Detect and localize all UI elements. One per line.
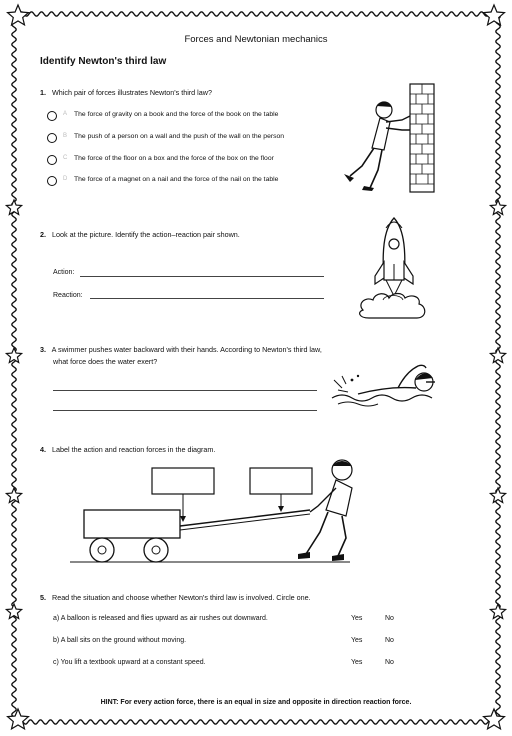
yes-option[interactable]: Yes [351, 659, 363, 666]
action-answer-line[interactable] [80, 276, 324, 277]
option-text: The force of gravity on a book and the force of the book on the table [74, 111, 279, 118]
radio-button[interactable] [47, 155, 57, 165]
question-2 [40, 230, 240, 239]
reaction-label-box[interactable] [250, 468, 312, 494]
swimmer-illustration [328, 358, 448, 408]
option-letter: D [63, 176, 68, 182]
option-text: The force of the floor on a box and the force of the box on the floor [74, 155, 274, 162]
question-3-line-2: what force does the water exert? [53, 357, 158, 366]
situation-a-text: a) A balloon is released and flies upward as air rushes out downward. [53, 615, 268, 622]
star-icon [484, 709, 505, 729]
question-number: 5. [40, 593, 46, 602]
hint-text: HINT: For every action force, there is an equal in size and opposite in direction reaction force. [100, 699, 412, 706]
star-icon [8, 5, 29, 25]
question-number: 1. [40, 88, 46, 97]
question-number: 3. [40, 345, 46, 354]
no-option[interactable]: No [385, 637, 394, 644]
question-text: A swimmer pushes water backward with their hands. According to Newton's third law, [51, 345, 322, 354]
situation-c-text: c) You lift a textbook upward at a constant speed. [53, 659, 206, 666]
page-header-title: Forces and Newtonian mechanics [184, 34, 328, 45]
option-letter: A [63, 111, 68, 117]
option-text: The push of a person on a wall and the push of the wall on the person [74, 133, 285, 140]
action-label: Action: [53, 269, 75, 276]
star-icon [490, 604, 505, 618]
wagon-pull-diagram [70, 458, 370, 576]
person-pushing-wall-illustration [332, 80, 442, 195]
answer-line-1[interactable] [53, 390, 317, 391]
radio-button[interactable] [47, 176, 57, 186]
question-3-line-1 [40, 345, 322, 354]
question-text: Label the action and reaction forces in the diagram. [52, 445, 216, 454]
star-icon [484, 5, 505, 25]
question-4 [40, 445, 215, 454]
star-icon [490, 488, 505, 502]
reaction-answer-line[interactable] [90, 298, 324, 299]
no-option[interactable]: No [385, 659, 394, 666]
action-label-box[interactable] [152, 468, 214, 494]
question-text: Read the situation and choose whether Newton's third law is involved. Circle one. [52, 593, 311, 602]
star-icon [490, 200, 505, 214]
star-icon [6, 604, 21, 618]
question-5 [40, 593, 311, 602]
radio-button[interactable] [47, 111, 57, 121]
star-icon [8, 709, 29, 729]
section-title: Identify Newton's third law [40, 56, 167, 67]
yes-option[interactable]: Yes [351, 615, 363, 622]
question-text: Look at the picture. Identify the action–reaction pair shown. [52, 230, 240, 239]
radio-button[interactable] [47, 133, 57, 143]
star-icon [6, 348, 21, 362]
star-icon [490, 348, 505, 362]
option-letter: C [63, 155, 68, 161]
no-option[interactable]: No [385, 615, 394, 622]
question-number: 2. [40, 230, 46, 239]
yes-option[interactable]: Yes [351, 637, 363, 644]
situation-b-text: b) A ball sits on the ground without moving. [53, 637, 187, 644]
star-icon [6, 488, 21, 502]
option-letter: B [63, 133, 68, 139]
question-text: Which pair of forces illustrates Newton's third law? [52, 88, 212, 97]
reaction-label: Reaction: [53, 292, 83, 299]
rocket-illustration [355, 214, 433, 324]
answer-line-2[interactable] [53, 410, 317, 411]
star-icon [6, 200, 21, 214]
question-number: 4. [40, 445, 46, 454]
question-1 [40, 88, 212, 97]
option-text: The force of a magnet on a nail and the force of the nail on the table [74, 176, 279, 183]
